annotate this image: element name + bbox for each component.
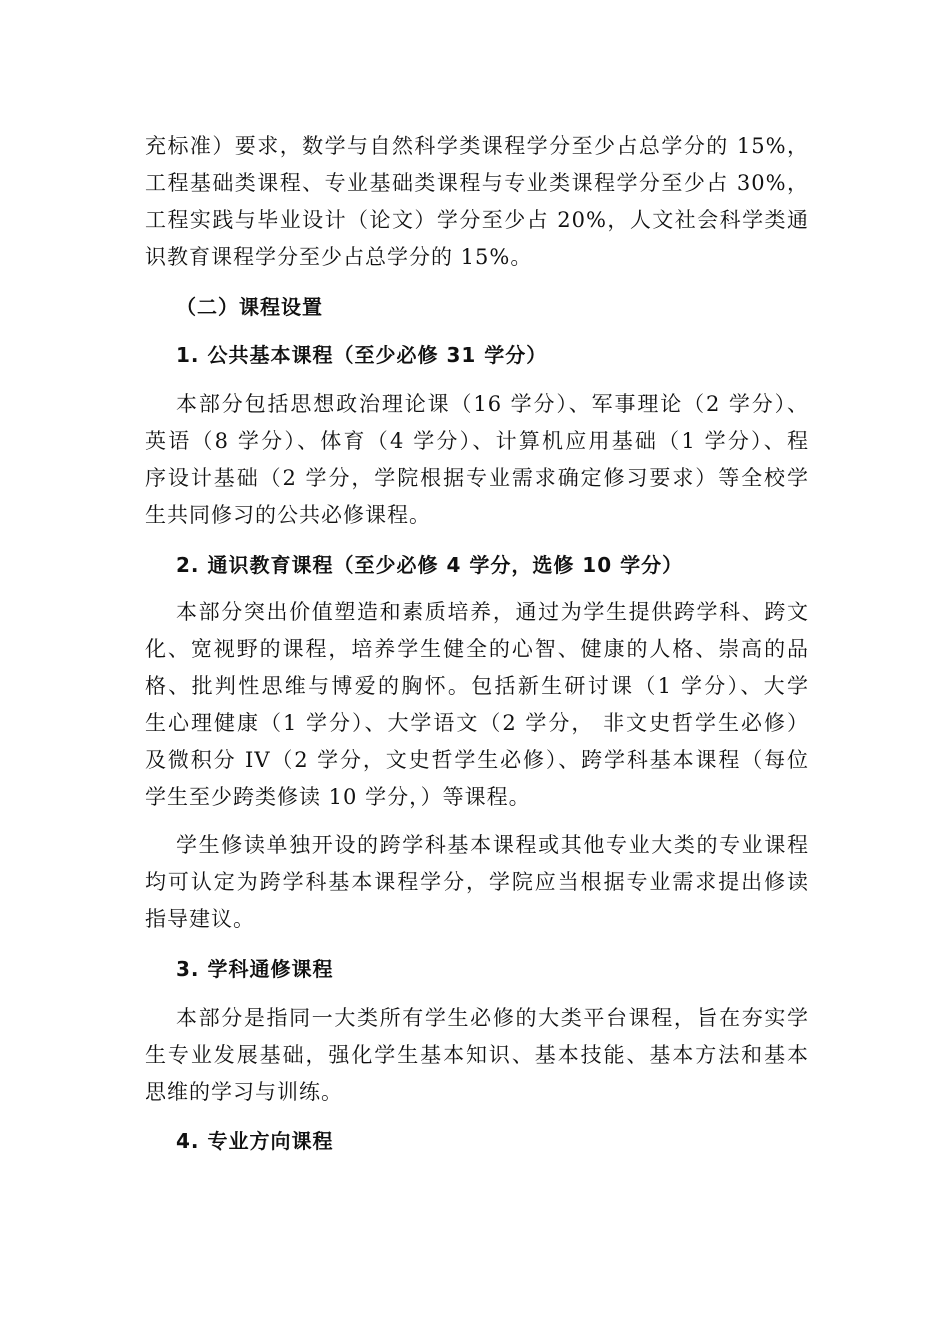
sec4-heading: 4. 专业方向课程 [176,1129,334,1153]
sec1-line-3: 序设计基础（2 学分，学院根据专业需求确定修习要求）等全校学 [145,466,809,490]
sec3-line-2: 生专业发展基础，强化学生基本知识、基本技能、基本方法和基本 [145,1043,809,1067]
sec2-p2-line-2: 均可认定为跨学科基本课程学分，学院应当根据专业需求提出修读 [145,870,809,894]
sec2-p1-line-6: 学生至少跨类修读 10 学分，）等课程。 [145,785,531,809]
sec2-p1-line-5: 及微积分 IV（2 学分，文史哲学生必修）、跨学科基本课程（每位 [145,748,809,772]
sec2-p2-line-3: 指导建议。 [145,907,255,931]
intro-line-1: 充标准）要求，数学与自然科学类课程学分至少占总学分的 15%， [145,134,809,158]
sec1-line-2: 英语（8 学分）、体育（4 学分）、计算机应用基础（1 学分）、程 [145,429,809,453]
sec3-line-3: 思维的学习与训练。 [145,1080,343,1104]
sec1-heading: 1. 公共基本课程（至少必修 31 学分） [176,343,548,367]
sec3-heading: 3. 学科通修课程 [176,957,334,981]
intro-line-4: 识教育课程学分至少占总学分的 15%。 [145,245,533,269]
sec1-line-4: 生共同修习的公共必修课程。 [145,503,431,527]
sec2-p2-line-1: 学生修读单独开设的跨学科基本课程或其他专业大类的专业课程 [176,833,809,857]
sec3-line-1: 本部分是指同一大类所有学生必修的大类平台课程，旨在夯实学 [176,1006,809,1030]
intro-line-2: 工程基础类课程、专业基础类课程与专业类课程学分至少占 30%， [145,171,809,195]
sec1-line-1: 本部分包括思想政治理论课（16 学分）、军事理论（2 学分）、 [176,392,809,416]
intro-line-3: 工程实践与毕业设计（论文）学分至少占 20%，人文社会科学类通 [145,208,809,232]
sec2-p1-line-3: 格、批判性思维与博爱的胸怀。包括新生研讨课（1 学分）、大学 [145,674,809,698]
sec2-p1-line-4: 生心理健康（1 学分）、大学语文（2 学分， 非文史哲学生必修） [145,711,809,735]
sec2-p1-line-1: 本部分突出价值塑造和素质培养，通过为学生提供跨学科、跨文 [176,600,809,624]
section-heading: （二）课程设置 [176,295,323,319]
sec2-p1-line-2: 化、宽视野的课程，培养学生健全的心智、健康的人格、崇高的品 [145,637,809,661]
sec2-heading: 2. 通识教育课程（至少必修 4 学分，选修 10 学分） [176,553,684,577]
